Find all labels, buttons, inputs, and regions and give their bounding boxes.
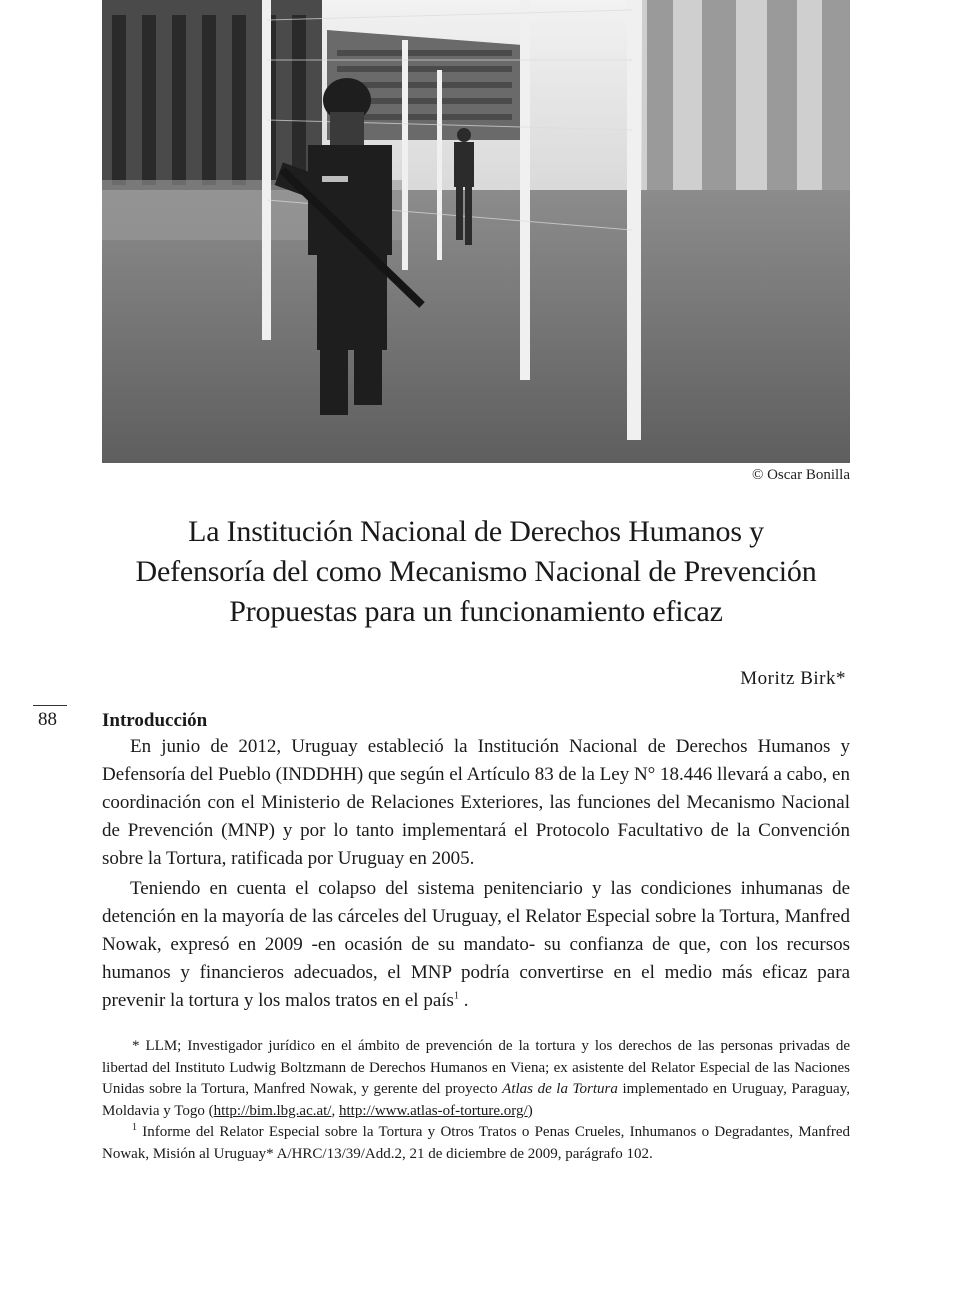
title-line-2: Defensoría del como Mecanismo Nacional de Prevención: [135, 555, 817, 588]
footnote-ref-1[interactable]: 1: [453, 990, 459, 1002]
paragraph-2-text: Teniendo en cuenta el colapso del sistema penitenciario y las condiciones inhumanas de detención en la mayoría de las cárceles del Uruguay, el Relator Especial sobre la Tortura, Manfred Nowak, expresó en 2009 -en ocasión de su mandato- su confianza de que, con los recursos humanos y financieros adecuados, el MNP podría convertirse en el medio más eficaz para prevenir la tortura y los malos tratos en el país: [102, 878, 850, 1011]
title-line-3: Propuestas para un funcionamiento eficaz: [229, 595, 723, 628]
article-title: [90, 512, 862, 632]
footnote-1-text: Informe del Relator Especial sobre la Tortura y Otros Tratos o Penas Crueles, Inhumanos o Degradantes, Manfred Nowak, Misión al Uruguay* A/HRC/13/39/Add.2, 21 de diciembre de 2009, parágrafo 102.: [102, 1124, 850, 1162]
footnote-1-marker: 1: [132, 1122, 137, 1133]
link-bim[interactable]: http://bim.lbg.ac.at/: [213, 1102, 332, 1119]
prison-guards-photo: [102, 0, 850, 463]
author-name: Moritz Birk*: [740, 668, 846, 689]
footnote-author-text-before: * LLM; Investigador jurídico en el ámbito de prevención de la tortura y los derechos de las personas privadas de libertad del Instituto Ludwig Boltzmann de Derechos Humanos en Viena; ex asistente del Relator Especial de las Naciones Unidas sobre la Tortura, Manfred Nowak, y gerente del proyecto: [102, 1038, 850, 1097]
footnote-project-name: Atlas de la Tortura: [502, 1081, 618, 1097]
footnotes: [102, 1036, 850, 1165]
page-number: 88: [38, 709, 57, 730]
article-body: [102, 709, 850, 1015]
page-number-rule: [33, 705, 67, 706]
header-photo: [102, 0, 850, 463]
photo-credit: © Oscar Bonilla: [751, 467, 850, 483]
paragraph-2-end: .: [458, 990, 469, 1011]
footnote-author: [102, 1036, 850, 1122]
footnote-link-separator: ,: [331, 1102, 339, 1119]
section-heading: Introducción: [102, 710, 208, 731]
link-atlas-of-torture[interactable]: http://www.atlas-of-torture.org/: [338, 1102, 528, 1119]
footnote-1: [102, 1122, 850, 1165]
title-line-1: La Institución Nacional de Derechos Humanos y: [188, 515, 764, 548]
paragraph-1: En junio de 2012, Uruguay estableció la Institución Nacional de Derechos Humanos y Defensoría del Pueblo (INDDHH) que según el Artículo 83 de la Ley N° 18.446 llevará a cabo, en coordinación con el Ministerio de Relaciones Exteriores, las funciones del Mecanismo Nacional de Prevención (MNP) y por lo tanto implementará el Protocolo Facultativo de la Convención sobre la Tortura, ratificada por Uruguay en 2005.: [102, 736, 850, 869]
paragraph-2: [102, 875, 850, 1015]
footnote-author-text-middle: implementado en Uruguay, Paraguay, Moldavia y Togo (: [102, 1081, 850, 1119]
footnote-author-text-after: ): [527, 1102, 533, 1119]
